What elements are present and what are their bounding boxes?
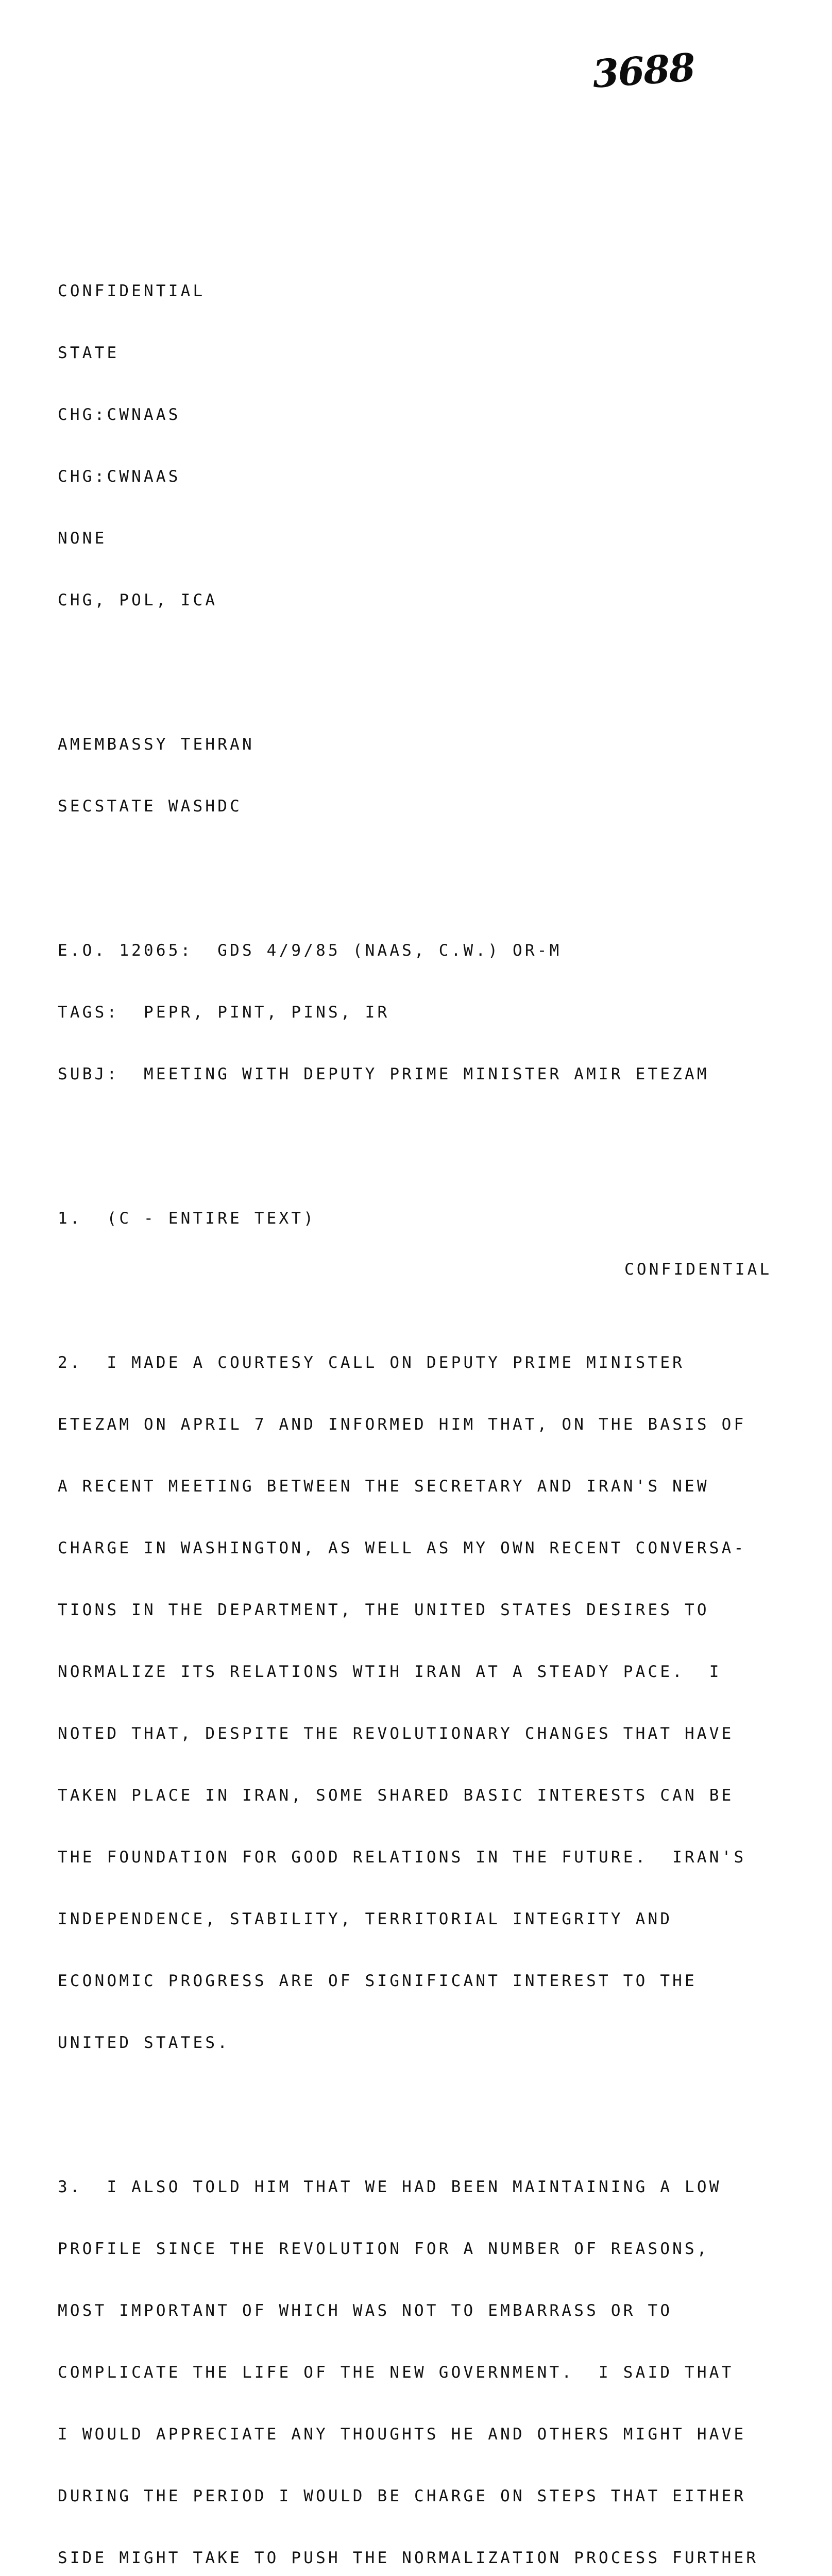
paragraph-1: 1. (C - ENTIRE TEXT) xyxy=(58,1209,316,1228)
paragraph-3-line: DURING THE PERIOD I WOULD BE CHARGE ON STEPS THAT EITHER xyxy=(58,2487,746,2505)
paragraph-3-line: COMPLICATE THE LIFE OF THE NEW GOVERNMENT. I SAID THAT xyxy=(58,2363,734,2382)
reference-tags: TAGS: PEPR, PINT, PINS, IR xyxy=(58,1003,390,1022)
paragraph-2-line: TAKEN PLACE IN IRAN, SOME SHARED BASIC INTERESTS CAN BE xyxy=(58,1786,734,1805)
paragraph-2-line: NORMALIZE ITS RELATIONS WTIH IRAN AT A STEADY PACE. I xyxy=(58,1663,722,1681)
header-line: STATE xyxy=(58,344,120,362)
handwritten-document-number: 3688 xyxy=(591,45,696,97)
paragraph-3-line: SIDE MIGHT TAKE TO PUSH THE NORMALIZATION PROCESS FURTHER xyxy=(58,2549,759,2567)
spacer xyxy=(58,652,789,672)
paragraph-2-line: INDEPENDENCE, STABILITY, TERRITORIAL INTEGRITY AND xyxy=(58,1910,673,1928)
paragraph-2-line: TIONS IN THE DEPARTMENT, THE UNITED STATES DESIRES TO xyxy=(58,1601,709,1619)
spacer xyxy=(58,858,789,878)
paragraph-3-line: PROFILE SINCE THE REVOLUTION FOR A NUMBER OF REASONS, xyxy=(58,2240,709,2258)
paragraph-2-line: CHARGE IN WASHINGTON, AS WELL AS MY OWN RECENT CONVERSA- xyxy=(58,1539,746,1557)
paragraph-2-line: UNITED STATES. xyxy=(58,2033,230,2052)
header-classification: CONFIDENTIAL xyxy=(58,282,206,300)
cable-text xyxy=(58,240,789,2576)
paragraph-3-line: 3. I ALSO TOLD HIM THAT WE HAD BEEN MAINTAINING A LOW xyxy=(58,2178,722,2196)
paragraph-2-line: A RECENT MEETING BETWEEN THE SECRETARY AND IRAN'S NEW xyxy=(58,1477,709,1496)
footer-classification: CONFIDENTIAL xyxy=(624,1260,772,1279)
paragraph-3-line: I WOULD APPRECIATE ANY THOUGHTS HE AND OTHERS MIGHT HAVE xyxy=(58,2425,746,2444)
paragraph-2-line: 2. I MADE A COURTESY CALL ON DEPUTY PRIME MINISTER xyxy=(58,1353,685,1372)
paragraph-2-line: ETEZAM ON APRIL 7 AND INFORMED HIM THAT, ON THE BASIS OF xyxy=(58,1415,746,1434)
reference-subject: SUBJ: MEETING WITH DEPUTY PRIME MINISTER AMIR ETEZAM xyxy=(58,1065,709,1083)
reference-eo: E.O. 12065: GDS 4/9/85 (NAAS, C.W.) OR-M xyxy=(58,941,562,960)
spacer xyxy=(58,2094,789,2115)
paragraph-2-line: NOTED THAT, DESPITE THE REVOLUTIONARY CHANGES THAT HAVE xyxy=(58,1724,734,1743)
paragraph-2-line: ECONOMIC PROGRESS ARE OF SIGNIFICANT INTEREST TO THE xyxy=(58,1972,697,1990)
paragraph-3-line: MOST IMPORTANT OF WHICH WAS NOT TO EMBARRASS OR TO xyxy=(58,2301,673,2320)
spacer xyxy=(58,1126,789,1146)
header-line: CHG, POL, ICA xyxy=(58,591,218,609)
header-line: NONE xyxy=(58,529,107,548)
routing-to: SECSTATE WASHDC xyxy=(58,797,242,816)
paragraph-2-line: THE FOUNDATION FOR GOOD RELATIONS IN THE FUTURE. IRAN'S xyxy=(58,1848,746,1867)
header-line: CHG:CWNAAS xyxy=(58,467,181,486)
header-line: CHG:CWNAAS xyxy=(58,405,181,424)
routing-from: AMEMBASSY TEHRAN xyxy=(58,735,254,754)
